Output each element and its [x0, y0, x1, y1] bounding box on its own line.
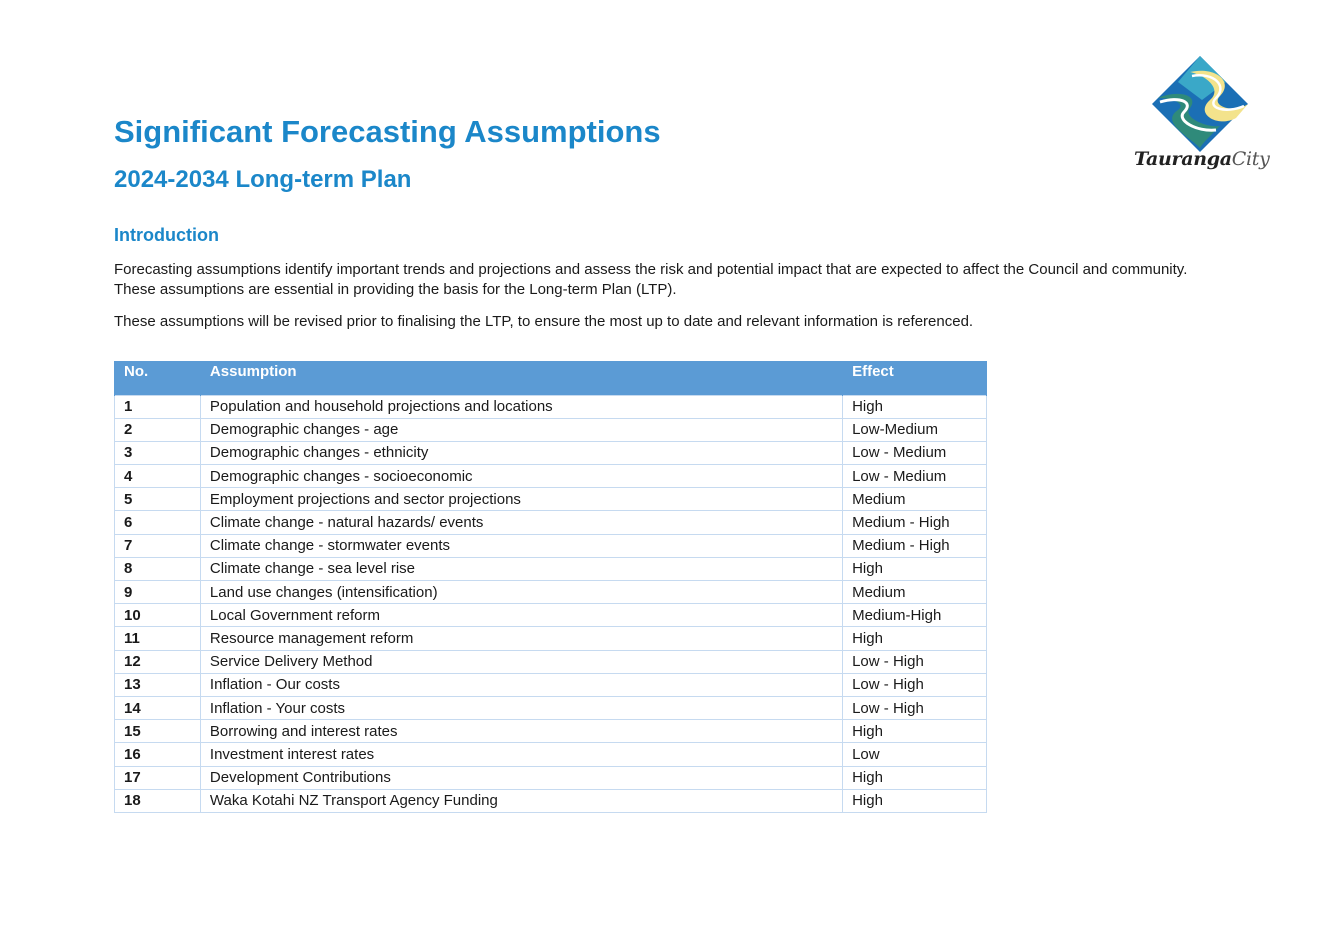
logo-name-bold: Tauranga — [1134, 148, 1232, 170]
cell-no: 14 — [115, 696, 201, 719]
cell-no: 11 — [115, 627, 201, 650]
table-row — [115, 604, 987, 627]
cell-assumption: Population and household projections and locations — [200, 395, 842, 418]
page-subtitle: 2024-2034 Long-term Plan — [114, 166, 412, 193]
table-row — [115, 650, 987, 673]
table-row — [115, 743, 987, 766]
cell-no: 10 — [115, 604, 201, 627]
cell-effect: Low - High — [843, 696, 987, 719]
cell-assumption: Land use changes (intensification) — [200, 581, 842, 604]
cell-assumption: Demographic changes - age — [200, 418, 842, 441]
cell-no: 2 — [115, 418, 201, 441]
table-row — [115, 581, 987, 604]
logo-name-light: City — [1231, 148, 1270, 170]
cell-effect: High — [843, 627, 987, 650]
table-row — [115, 441, 987, 464]
cell-no: 13 — [115, 673, 201, 696]
introduction-paragraph-1: Forecasting assumptions identify important trends and projections and assess the risk and potential impact that are expected to affect the Council and community. These assumptions are essential in providing the basis for the Long-term Plan (LTP). — [114, 261, 1188, 298]
cell-assumption: Waka Kotahi NZ Transport Agency Funding — [200, 789, 842, 812]
cell-effect: Medium-High — [843, 604, 987, 627]
cell-effect: Medium — [843, 488, 987, 511]
cell-assumption: Climate change - sea level rise — [200, 557, 842, 580]
cell-effect: Medium — [843, 581, 987, 604]
cell-assumption: Employment projections and sector projections — [200, 488, 842, 511]
cell-assumption: Service Delivery Method — [200, 650, 842, 673]
cell-effect: Low - High — [843, 650, 987, 673]
cell-no: 9 — [115, 581, 201, 604]
table-row — [115, 627, 987, 650]
cell-effect: Medium - High — [843, 511, 987, 534]
cell-no: 8 — [115, 557, 201, 580]
table-row — [115, 465, 987, 488]
cell-no: 18 — [115, 789, 201, 812]
cell-effect: Low — [843, 743, 987, 766]
header-assumption: Assumption — [200, 361, 842, 395]
table-row — [115, 696, 987, 719]
header-effect: Effect — [843, 361, 987, 395]
cell-no: 17 — [115, 766, 201, 789]
cell-assumption: Inflation - Our costs — [200, 673, 842, 696]
cell-assumption: Local Government reform — [200, 604, 842, 627]
cell-no: 16 — [115, 743, 201, 766]
cell-assumption: Resource management reform — [200, 627, 842, 650]
cell-effect: Low - Medium — [843, 441, 987, 464]
cell-no: 15 — [115, 720, 201, 743]
cell-effect: Medium - High — [843, 534, 987, 557]
table-row — [115, 557, 987, 580]
cell-no: 7 — [115, 534, 201, 557]
cell-no: 1 — [115, 395, 201, 418]
cell-effect: High — [843, 557, 987, 580]
assumptions-table — [114, 361, 987, 813]
header-no: No. — [115, 361, 201, 395]
cell-no: 6 — [115, 511, 201, 534]
cell-no: 5 — [115, 488, 201, 511]
cell-effect: Low-Medium — [843, 418, 987, 441]
cell-effect: Low - Medium — [843, 465, 987, 488]
introduction-heading: Introduction — [114, 225, 219, 245]
cell-effect: High — [843, 395, 987, 418]
cell-assumption: Development Contributions — [200, 766, 842, 789]
logo-wordmark — [1134, 148, 1270, 170]
introduction-paragraph-2: These assumptions will be revised prior to finalising the LTP, to ensure the most up to date and relevant information is referenced. — [114, 313, 974, 330]
cell-assumption: Inflation - Your costs — [200, 696, 842, 719]
cell-assumption: Climate change - stormwater events — [200, 534, 842, 557]
table-row — [115, 395, 987, 418]
cell-effect: High — [843, 720, 987, 743]
cell-assumption: Investment interest rates — [200, 743, 842, 766]
table-row — [115, 766, 987, 789]
table-row — [115, 673, 987, 696]
page-title: Significant Forecasting Assumptions — [114, 114, 661, 149]
table-row — [115, 511, 987, 534]
cell-effect: High — [843, 789, 987, 812]
cell-effect: Low - High — [843, 673, 987, 696]
cell-assumption: Demographic changes - socioeconomic — [200, 465, 842, 488]
table-row — [115, 418, 987, 441]
cell-assumption: Borrowing and interest rates — [200, 720, 842, 743]
table-row — [115, 720, 987, 743]
table-header-row — [115, 361, 987, 395]
table-row — [115, 488, 987, 511]
table-row — [115, 534, 987, 557]
cell-no: 3 — [115, 441, 201, 464]
cell-no: 4 — [115, 465, 201, 488]
table-row — [115, 789, 987, 812]
cell-assumption: Demographic changes - ethnicity — [200, 441, 842, 464]
cell-assumption: Climate change - natural hazards/ events — [200, 511, 842, 534]
cell-effect: High — [843, 766, 987, 789]
cell-no: 12 — [115, 650, 201, 673]
